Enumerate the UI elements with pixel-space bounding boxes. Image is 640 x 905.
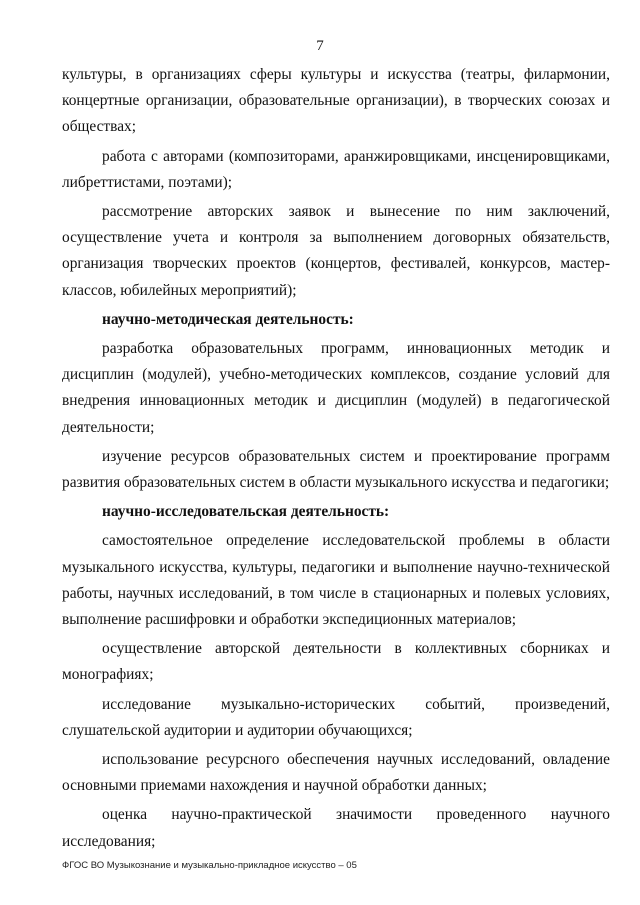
list-item-program-development: разработка образовательных программ, инновационных методик и дисциплин (модулей), учебно-методических комплексов, создание условий для внедрения инновационных методик и дисциплин (модулей) в педагогической деятельности; <box>62 340 610 436</box>
list-item-resource-study: изучение ресурсов образовательных систем и проектирование программ развития образовательных систем в области музыкального искусства и педагогики; <box>62 447 610 492</box>
section-heading-research: научно-исследовательская деятельность: <box>102 503 390 521</box>
list-item-resource-use: использование ресурсного обеспечения научных исследований, овладение основными приемами нахождения и научной обработки данных; <box>62 751 610 795</box>
list-item-historical-research: исследование музыкально-исторических событий, произведений, слушательской аудитории и аудитории обучающихся; <box>62 695 610 739</box>
section-heading-methodological: научно-методическая деятельность: <box>102 310 354 328</box>
list-item-applications-review: рассмотрение авторских заявок и вынесение по ним заключений, осуществление учета и контроля за выполнением договорных обязательств, организация творческих проектов (концертов, фестивалей, конкурсов, мастер-классов, юбилейных мероприятий); <box>62 203 610 299</box>
list-item-research-problem: самостоятельное определение исследовательской проблемы в области музыкального искусства, культуры, педагогики и выполнение научно-технической работы, научных исследований, в том числе в стационарных и полевых условиях, выполнение расшифровки и обработки экспедиционных материалов; <box>62 532 610 629</box>
page-number: 7 <box>316 38 324 54</box>
list-item-significance-assessment: оценка научно-практической значимости проведенного научного исследования; <box>62 806 610 850</box>
list-item-authorship: осуществление авторской деятельности в коллективных сборниках и монографиях; <box>62 640 610 684</box>
list-item-authors-work: работа с авторами (композиторами, аранжировщиками, инсценировщиками, либреттистами, поэтами); <box>62 147 610 191</box>
paragraph-continuation: культуры, в организациях сферы культуры и искусства (театры, филармонии, концертные организации, образовательные организации), в творческих союзах и обществах; <box>62 66 610 136</box>
page-footer: ФГОС ВО Музыкознание и музыкально-прикладное искусство – 05 <box>62 860 357 871</box>
document-body <box>62 62 610 855</box>
